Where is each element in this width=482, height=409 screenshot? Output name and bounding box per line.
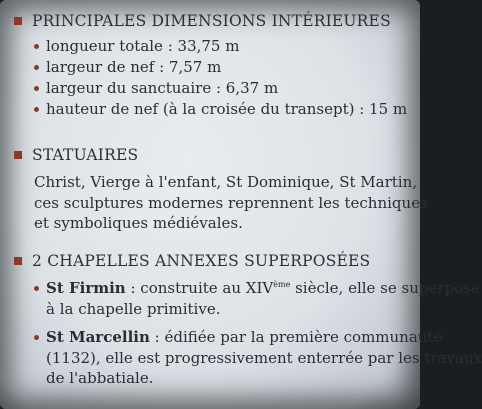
- bullet-icon: [34, 86, 39, 91]
- paragraph-line: ces sculptures modernes reprennent les techniques: [34, 193, 428, 212]
- dimension-text: largeur de nef : 7,57 m: [46, 58, 222, 76]
- list-item: [34, 36, 408, 57]
- dimension-text: hauteur de nef (à la croisée du transept) : 15 m: [46, 100, 408, 118]
- paragraph-line: Christ, Vierge à l'enfant, St Dominique, St Martin,: [34, 173, 417, 191]
- chapel-line: à la chapelle primitive.: [46, 299, 221, 318]
- paragraph-line: et symboliques médiévales.: [34, 214, 243, 232]
- chapel-line: (1132), elle est progressivement enterrée par les travaux: [46, 348, 482, 367]
- dimensions-list: [14, 36, 408, 120]
- section-marker-icon: [14, 151, 22, 159]
- dimensions-heading-text: PRINCIPALES DIMENSIONS INTÉRIEURES: [32, 12, 391, 30]
- statuaires-heading: [14, 146, 408, 164]
- bullet-icon: [34, 107, 39, 112]
- section-marker-icon: [14, 17, 22, 25]
- bullet-icon: [34, 65, 39, 70]
- chapelles-heading: [14, 252, 408, 270]
- statuaires-paragraph: [34, 172, 428, 234]
- section-marker-icon: [14, 257, 22, 265]
- chapel-line: [46, 278, 480, 299]
- chapel-item-st-marcellin: [34, 327, 482, 389]
- chapel-name: St Marcellin: [46, 328, 150, 346]
- superscript: ème: [273, 280, 291, 289]
- bullet-icon: [34, 335, 39, 340]
- chapel-text: : construite au XIV: [125, 279, 274, 297]
- dimension-text: longueur totale : 33,75 m: [46, 37, 240, 55]
- dimension-text: largeur du sanctuaire : 6,37 m: [46, 79, 279, 97]
- list-item: [34, 57, 408, 78]
- chapel-line: [46, 327, 443, 348]
- chapel-text: : édifiée par la première communauté: [149, 328, 443, 346]
- chapel-line: de l'abbatiale.: [46, 369, 154, 387]
- list-item: [34, 78, 408, 99]
- bullet-icon: [34, 286, 39, 291]
- chapel-item-st-firmin: [34, 278, 480, 319]
- list-item: [34, 99, 408, 120]
- chapelles-section: [14, 252, 482, 389]
- bullet-icon: [34, 44, 39, 49]
- dimensions-heading: [14, 12, 408, 30]
- chapel-name: St Firmin: [46, 279, 126, 297]
- statuaires-section: [14, 146, 428, 234]
- chapelles-heading-text: 2 CHAPELLES ANNEXES SUPERPOSÉES: [32, 252, 371, 270]
- statuaires-heading-text: STATUAIRES: [32, 146, 139, 164]
- chapel-text: siècle, elle se superpose: [290, 279, 480, 297]
- dimensions-section: [14, 12, 408, 120]
